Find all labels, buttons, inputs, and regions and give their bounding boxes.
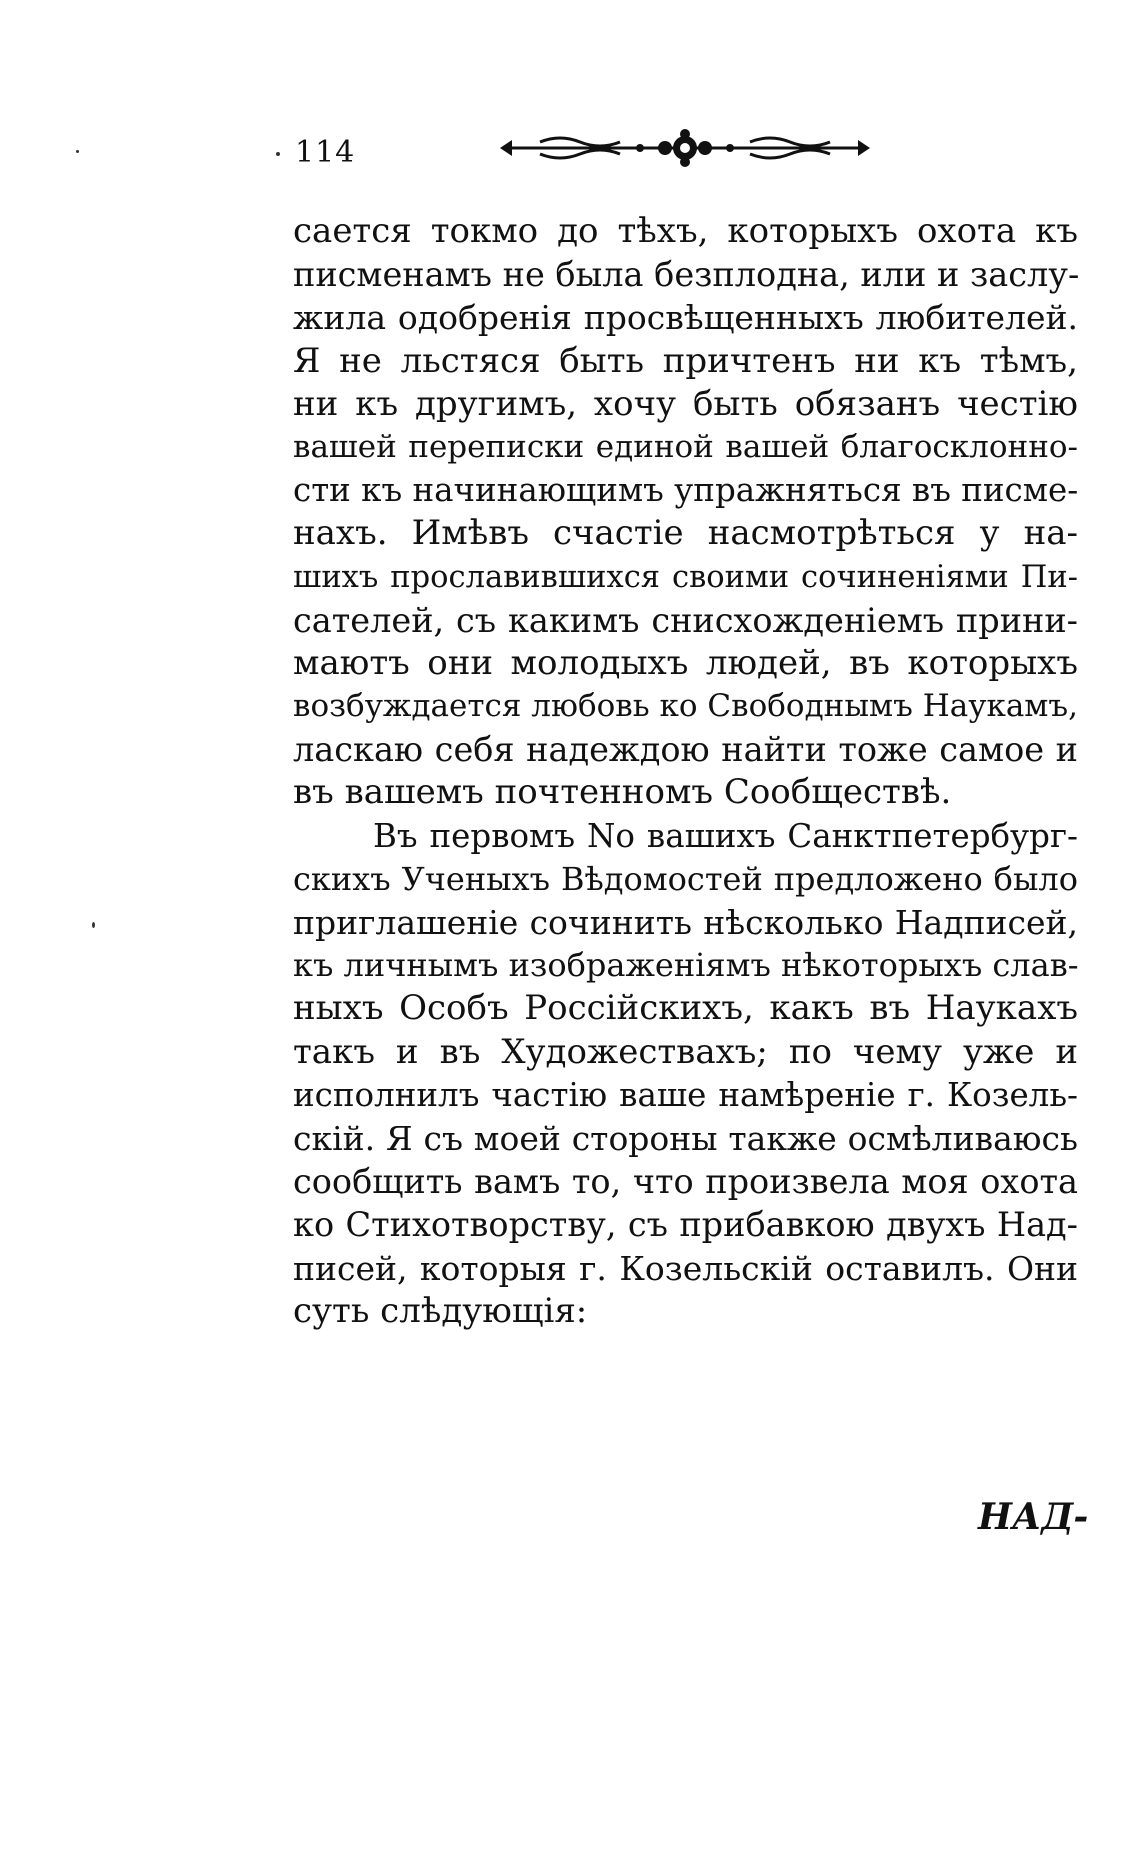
page-number: 114 [295, 135, 356, 170]
text-line: писей, которыя г. Козельскій оставилъ. Они [293, 1248, 1078, 1288]
print-speck [276, 152, 280, 156]
print-speck [92, 922, 95, 928]
text-line: ко Стихотворству, съ прибавкою двухъ Над- [293, 1205, 1078, 1245]
text-line: возбуждается любовь ко Свободнымъ Наукамъ, [293, 688, 1078, 725]
text-line: нахъ. Имѣвъ счастіе насмотрѣться у на- [293, 513, 1078, 554]
paragraph [293, 210, 1078, 815]
text-line: суть слѣдующія: [293, 1290, 588, 1331]
text-line: сообщить вамъ то, что произвела моя охота [293, 1162, 1078, 1202]
text-line: Я не льстяся быть причтенъ ни къ тѣмъ, [293, 340, 1078, 381]
text-line: скій. Я съ моей стороны также осмѣливаюсь [293, 1118, 1078, 1158]
text-line: сателей, съ какимъ снисхожденіемъ прини- [293, 600, 1078, 640]
text-line: жила одобренія просвѣщенныхъ любителей. [293, 298, 1078, 338]
text-line: ныхъ Особъ Россійскихъ, какъ въ Наукахъ [293, 988, 1078, 1029]
text-line: ни къ другимъ, хочу быть обязанъ честію [293, 383, 1078, 424]
catchword: НАД- [978, 1496, 1089, 1538]
text-line: въ вашемъ почтенномъ Сообществѣ. [293, 772, 952, 813]
text-line: сается токмо до тѣхъ, которыхъ охота къ [293, 211, 1078, 251]
text-line: Въ первомъ No вашихъ Санктпетербург- [373, 816, 1078, 855]
text-line: исполнилъ частію ваше намѣреніе г. Козель- [293, 1075, 1078, 1114]
text-line: такъ и въ Художествахъ; по чему уже и [293, 1031, 1078, 1072]
body-text [293, 210, 1078, 1333]
decorative-rule-flourish-icon [500, 128, 870, 168]
text-line: скихъ Ученыхъ Вѣдомостей предложено было [293, 859, 1078, 898]
text-line: шихъ прославившихся своими сочиненіями Пи- [293, 559, 1078, 595]
text-line: писменамъ не была безплодна, или и заслу- [293, 255, 1080, 295]
text-line: приглашеніе сочинить нѣсколько Надписей, [293, 903, 1078, 942]
paragraph [293, 815, 1078, 1333]
text-line: маютъ они молодыхъ людей, въ которыхъ [293, 642, 1078, 683]
text-line: къ личнымъ изображеніямъ нѣкоторыхъ слав- [293, 946, 1079, 985]
text-line: сти къ начинающимъ упражняться въ писме- [293, 471, 1079, 510]
print-speck [76, 150, 79, 153]
text-line: ласкаю себя надеждою найти тоже самое и [293, 730, 1078, 770]
text-line: вашей переписки единой вашей благосклонно- [293, 428, 1078, 465]
